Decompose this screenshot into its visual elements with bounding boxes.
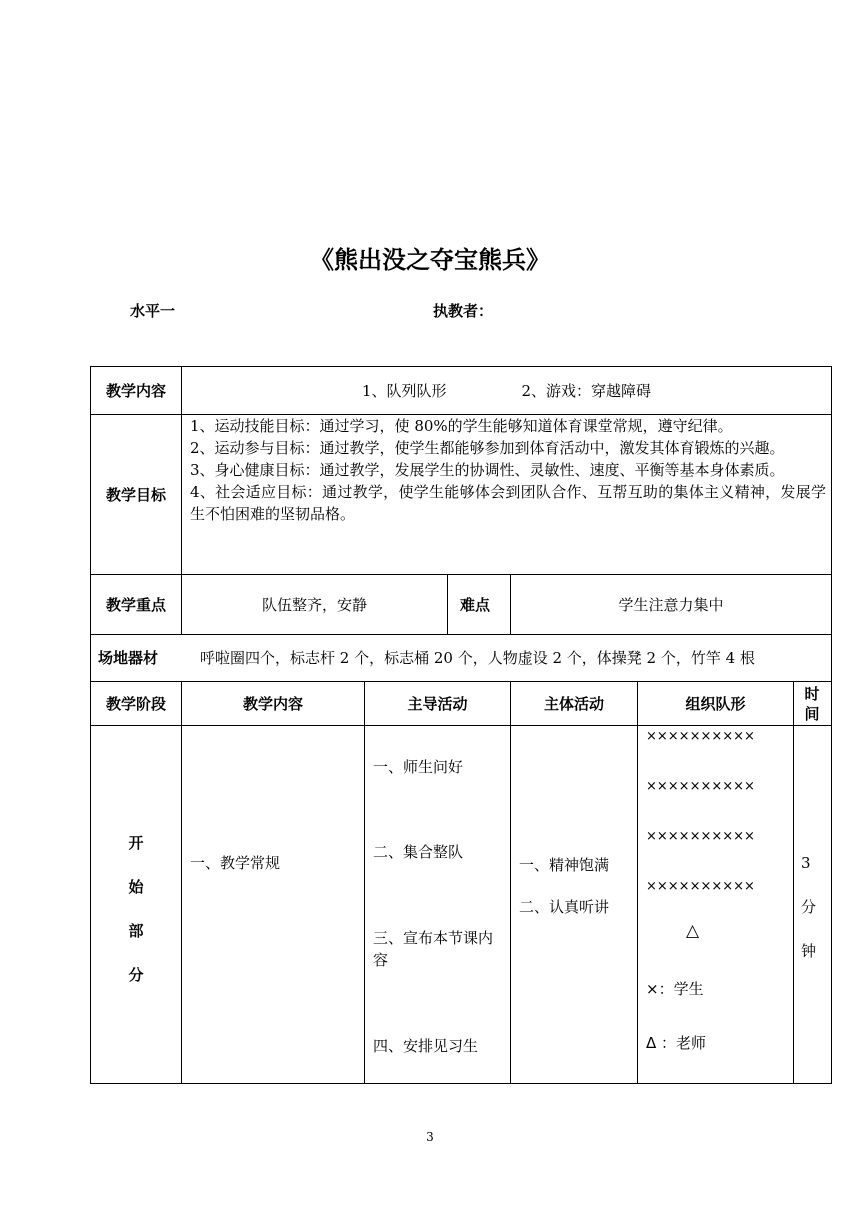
equipment-label: 场地器材 xyxy=(98,649,159,667)
lead-item: 三、宣布本节课内容 xyxy=(373,929,494,969)
document-title: 《熊出没之夺宝熊兵》 xyxy=(310,246,550,274)
difficulty-value: 学生注意力集中 xyxy=(618,595,724,614)
equipment-value: 呼啦圈四个，标志杆 2 个，标志桶 20 个，人物虚设 2 个，体操凳 2 个，竹竿 4 根 xyxy=(200,649,755,667)
goal-item: 3、身心健康目标：通过教学，发展学生的协调性、灵敏性、速度、平衡等基本身体素质。 xyxy=(190,461,785,479)
header-main: 主体活动 xyxy=(543,694,604,713)
lead-item: 四、安排见习生 xyxy=(373,1037,479,1055)
content-label: 教学内容 xyxy=(105,381,166,400)
legend-teacher: Δ ：老师 xyxy=(646,1034,707,1052)
formation-row: ×××××××××× xyxy=(646,779,755,794)
content-value: 1、队列队形 2、游戏：穿越障碍 xyxy=(361,381,652,400)
lead-item: 二、集合整队 xyxy=(373,843,464,861)
goals-list xyxy=(190,415,826,574)
goal-item: 1、运动技能目标：通过学习，使 80%的学生能够知道体育课堂常规，遵守纪律。 xyxy=(190,417,733,435)
page-number: 3 xyxy=(426,1130,434,1144)
goal-item: 4、社会适应目标：通过教学，使学生能够体会到团队合作、互帮互助的集体主义精神，发展学生不怕困难的坚韧品格。 xyxy=(190,483,826,523)
main-item: 一、精神饱满 xyxy=(519,856,610,874)
level-label: 水平一 xyxy=(130,302,176,320)
main-item: 二、认真听讲 xyxy=(519,898,610,916)
goal-item: 2、运动参与目标：通过教学，使学生都能够参加到体育活动中，激发其体育锻炼的兴趣。 xyxy=(190,439,785,457)
section-content: 一、教学常规 xyxy=(190,854,281,872)
formation-row: ×××××××××× xyxy=(646,729,755,744)
legend-student: ×：学生 xyxy=(646,980,704,998)
teacher-label: 执教者： xyxy=(433,302,494,320)
focus-label: 教学重点 xyxy=(105,595,166,614)
header-formation: 组织队形 xyxy=(685,694,746,713)
header-time: 时间 xyxy=(804,684,820,723)
teacher-triangle-icon: △ xyxy=(686,921,700,941)
focus-value: 队伍整齐，安静 xyxy=(261,595,367,614)
lead-item: 一、师生问好 xyxy=(373,758,464,776)
formation-row: ×××××××××× xyxy=(646,829,755,844)
stage-label: 开 始 部 分 xyxy=(128,834,144,984)
formation-row: ×××××××××× xyxy=(646,879,755,894)
difficulty-label: 难点 xyxy=(460,595,491,614)
header-stage: 教学阶段 xyxy=(105,694,166,713)
section-time: 3 分 钟 xyxy=(801,854,817,960)
header-lead: 主导活动 xyxy=(407,694,468,713)
header-content: 教学内容 xyxy=(242,694,303,713)
goals-label: 教学目标 xyxy=(105,485,166,504)
